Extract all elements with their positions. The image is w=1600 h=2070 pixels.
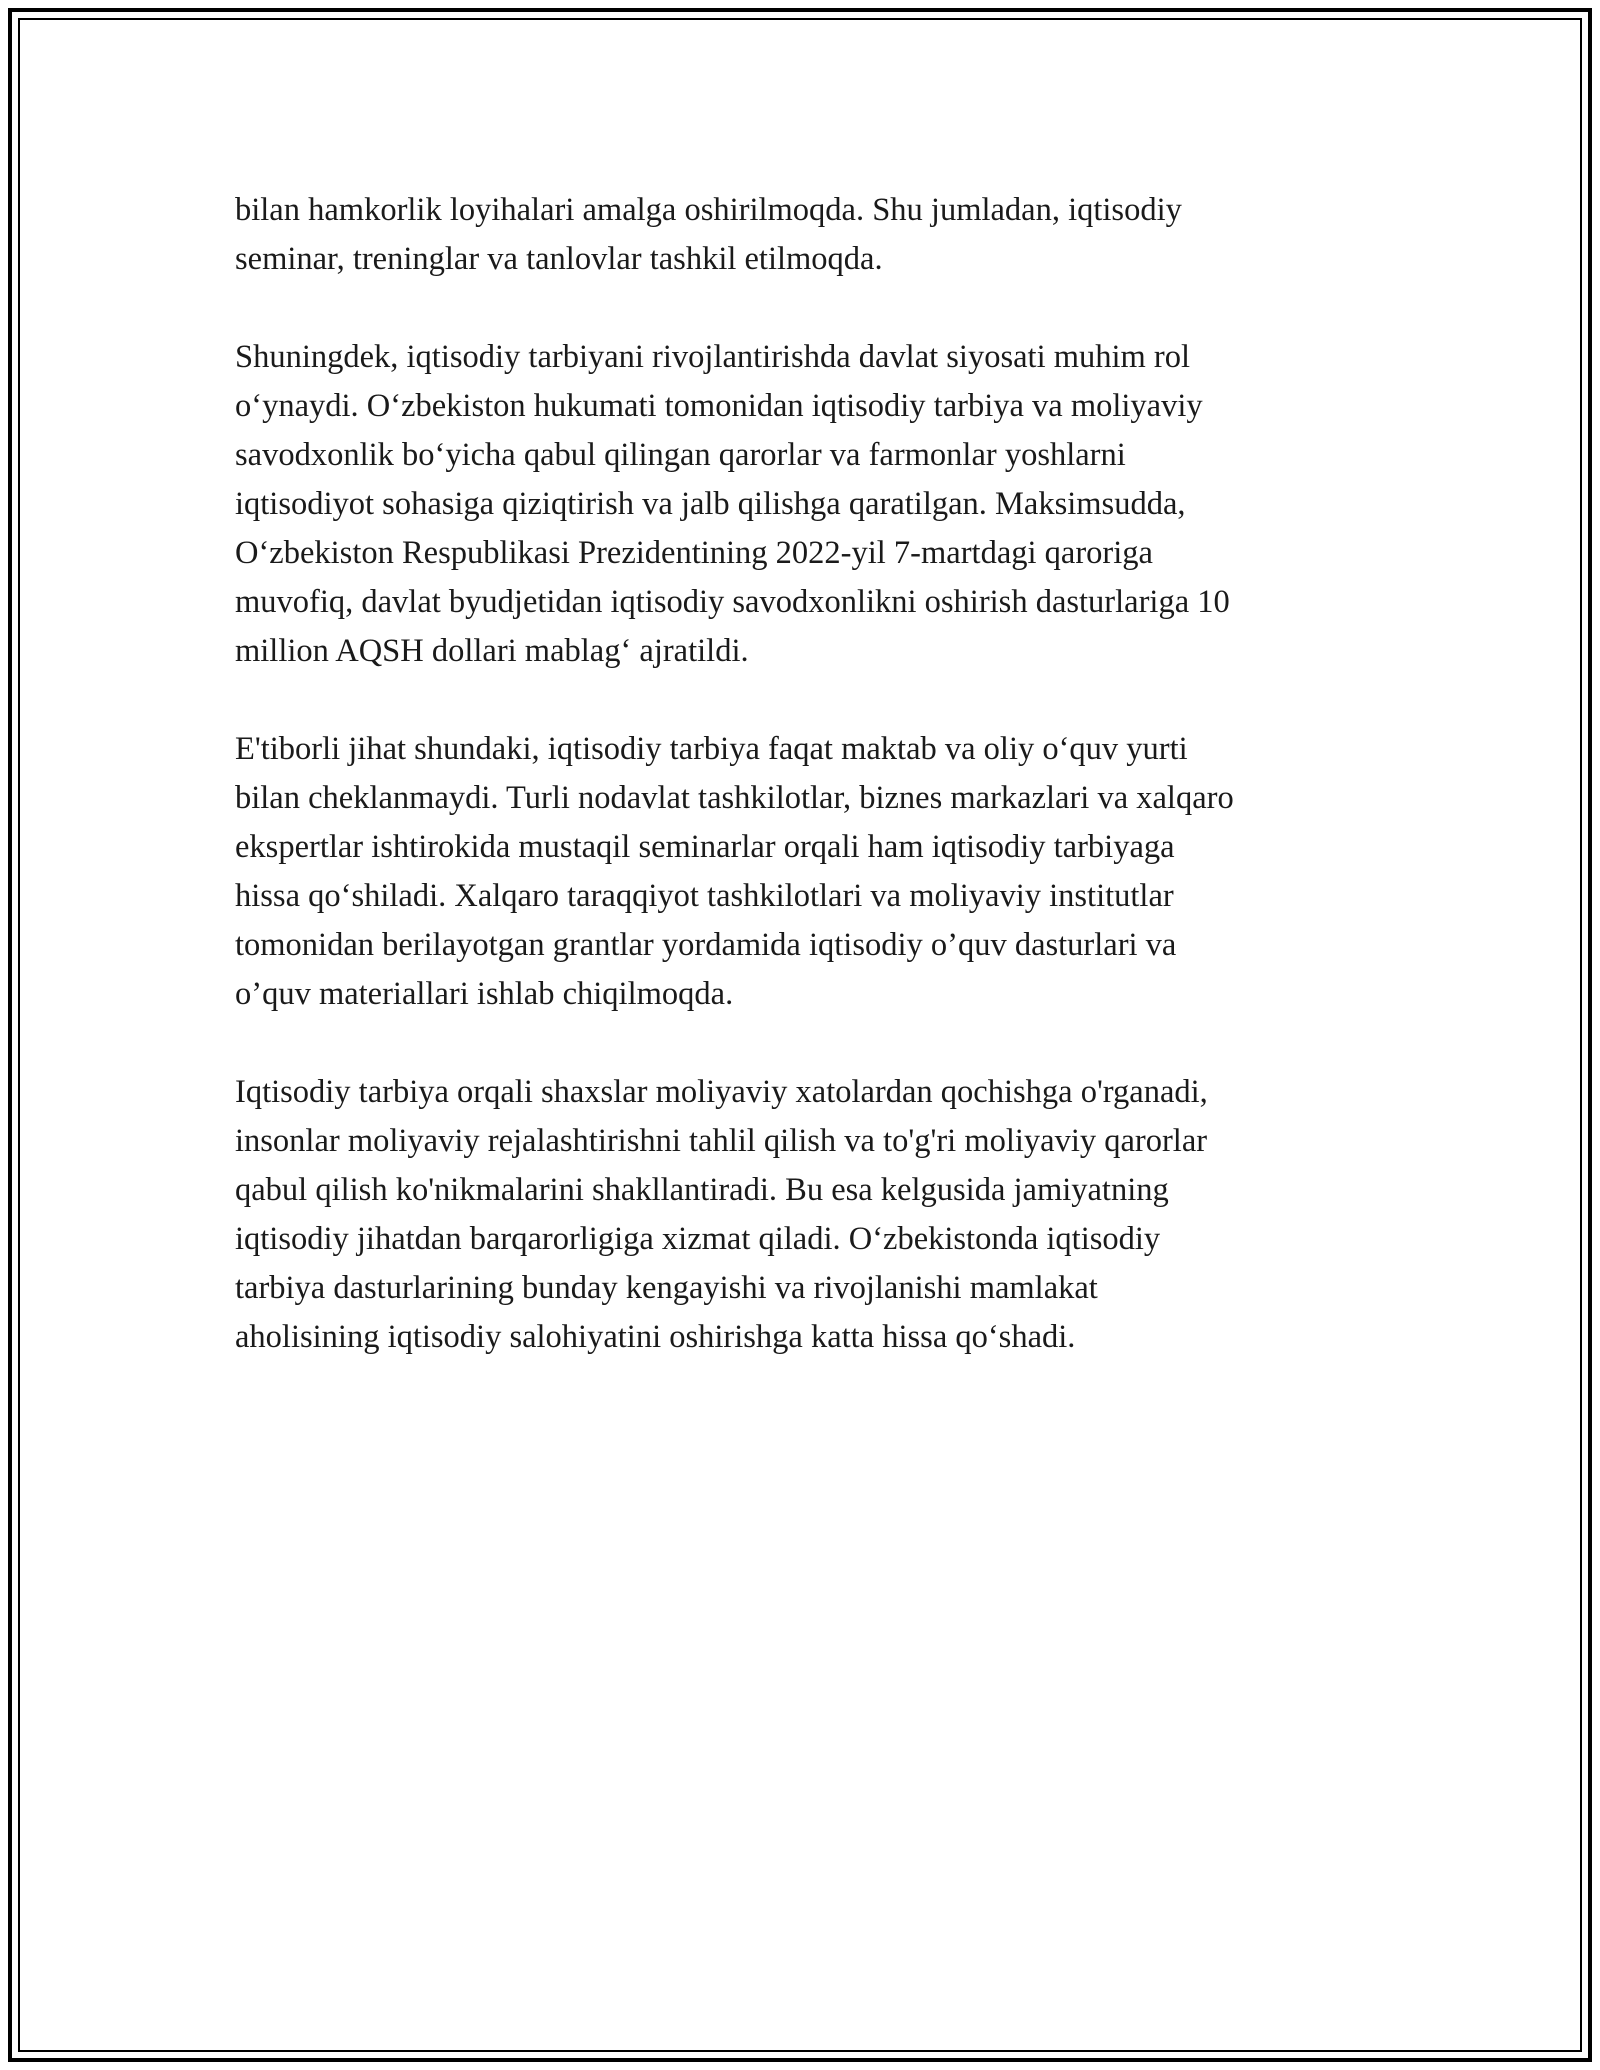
text-line: insonlar moliyaviy rejalashtirishni tahlil qilish va to'g'ri moliyaviy qarorlar [235,1123,1208,1159]
paragraph-2 [235,333,1390,676]
text-line: E'tiborli jihat shundaki, iqtisodiy tarbiya faqat maktab va oliy o‘quv yurti [235,731,1188,767]
text-line: bilan hamkorlik loyihalari amalga oshirilmoqda. Shu jumladan, iqtisodiy [235,192,1182,228]
text-line: Shuningdek, iqtisodiy tarbiyani rivojlantirishda davlat siyosati muhim rol [235,339,1191,375]
text-line: O‘zbekiston Respublikasi Prezidentining 2022-yil 7-martdagi qaroriga [235,535,1153,571]
text-line: tomonidan berilayotgan grantlar yordamida iqtisodiy o’quv dasturlari va [235,927,1177,963]
text-line: qabul qilish ko'nikmalarini shakllantiradi. Bu esa kelgusida jamiyatning [235,1172,1169,1208]
text-line: tarbiya dasturlarining bunday kengayishi va rivojlanishi mamlakat [235,1270,1098,1306]
paragraph-4 [235,1068,1390,1362]
text-line: bilan cheklanmaydi. Turli nodavlat tashkilotlar, biznes markazlari va xalqaro [235,780,1234,816]
text-line: seminar, treninglar va tanlovlar tashkil etilmoqda. [235,241,883,277]
text-line: savodxonlik bo‘yicha qabul qilingan qarorlar va farmonlar yoshlarni [235,437,1126,473]
text-line: iqtisodiy jihatdan barqarorligiga xizmat qiladi. O‘zbekistonda iqtisodiy [235,1221,1161,1257]
text-line: o‘ynaydi. O‘zbekiston hukumati tomonidan iqtisodiy tarbiya va moliyaviy [235,388,1203,424]
text-line: iqtisodiyot sohasiga qiziqtirish va jalb qilishga qaratilgan. Maksimsudda, [235,486,1186,522]
text-line: o’quv materiallari ishlab chiqilmoqda. [235,976,734,1012]
text-line: Iqtisodiy tarbiya orqali shaxslar moliyaviy xatolardan qochishga o'rganadi, [235,1074,1208,1110]
text-line: ekspertlar ishtirokida mustaqil seminarlar orqali ham iqtisodiy tarbiyaga [235,829,1175,865]
text-line: million AQSH dollari mablag‘ ajratildi. [235,633,749,669]
document-body [235,186,1390,1411]
paragraph-3 [235,725,1390,1019]
text-line: aholisining iqtisodiy salohiyatini oshirishga katta hissa qo‘shadi. [235,1319,1076,1355]
text-line: muvofiq, davlat byudjetidan iqtisodiy savodxonlikni oshirish dasturlariga 10 [235,584,1230,620]
text-line: hissa qo‘shiladi. Xalqaro taraqqiyot tashkilotlari va moliyaviy institutlar [235,878,1174,914]
paragraph-1 [235,186,1390,284]
